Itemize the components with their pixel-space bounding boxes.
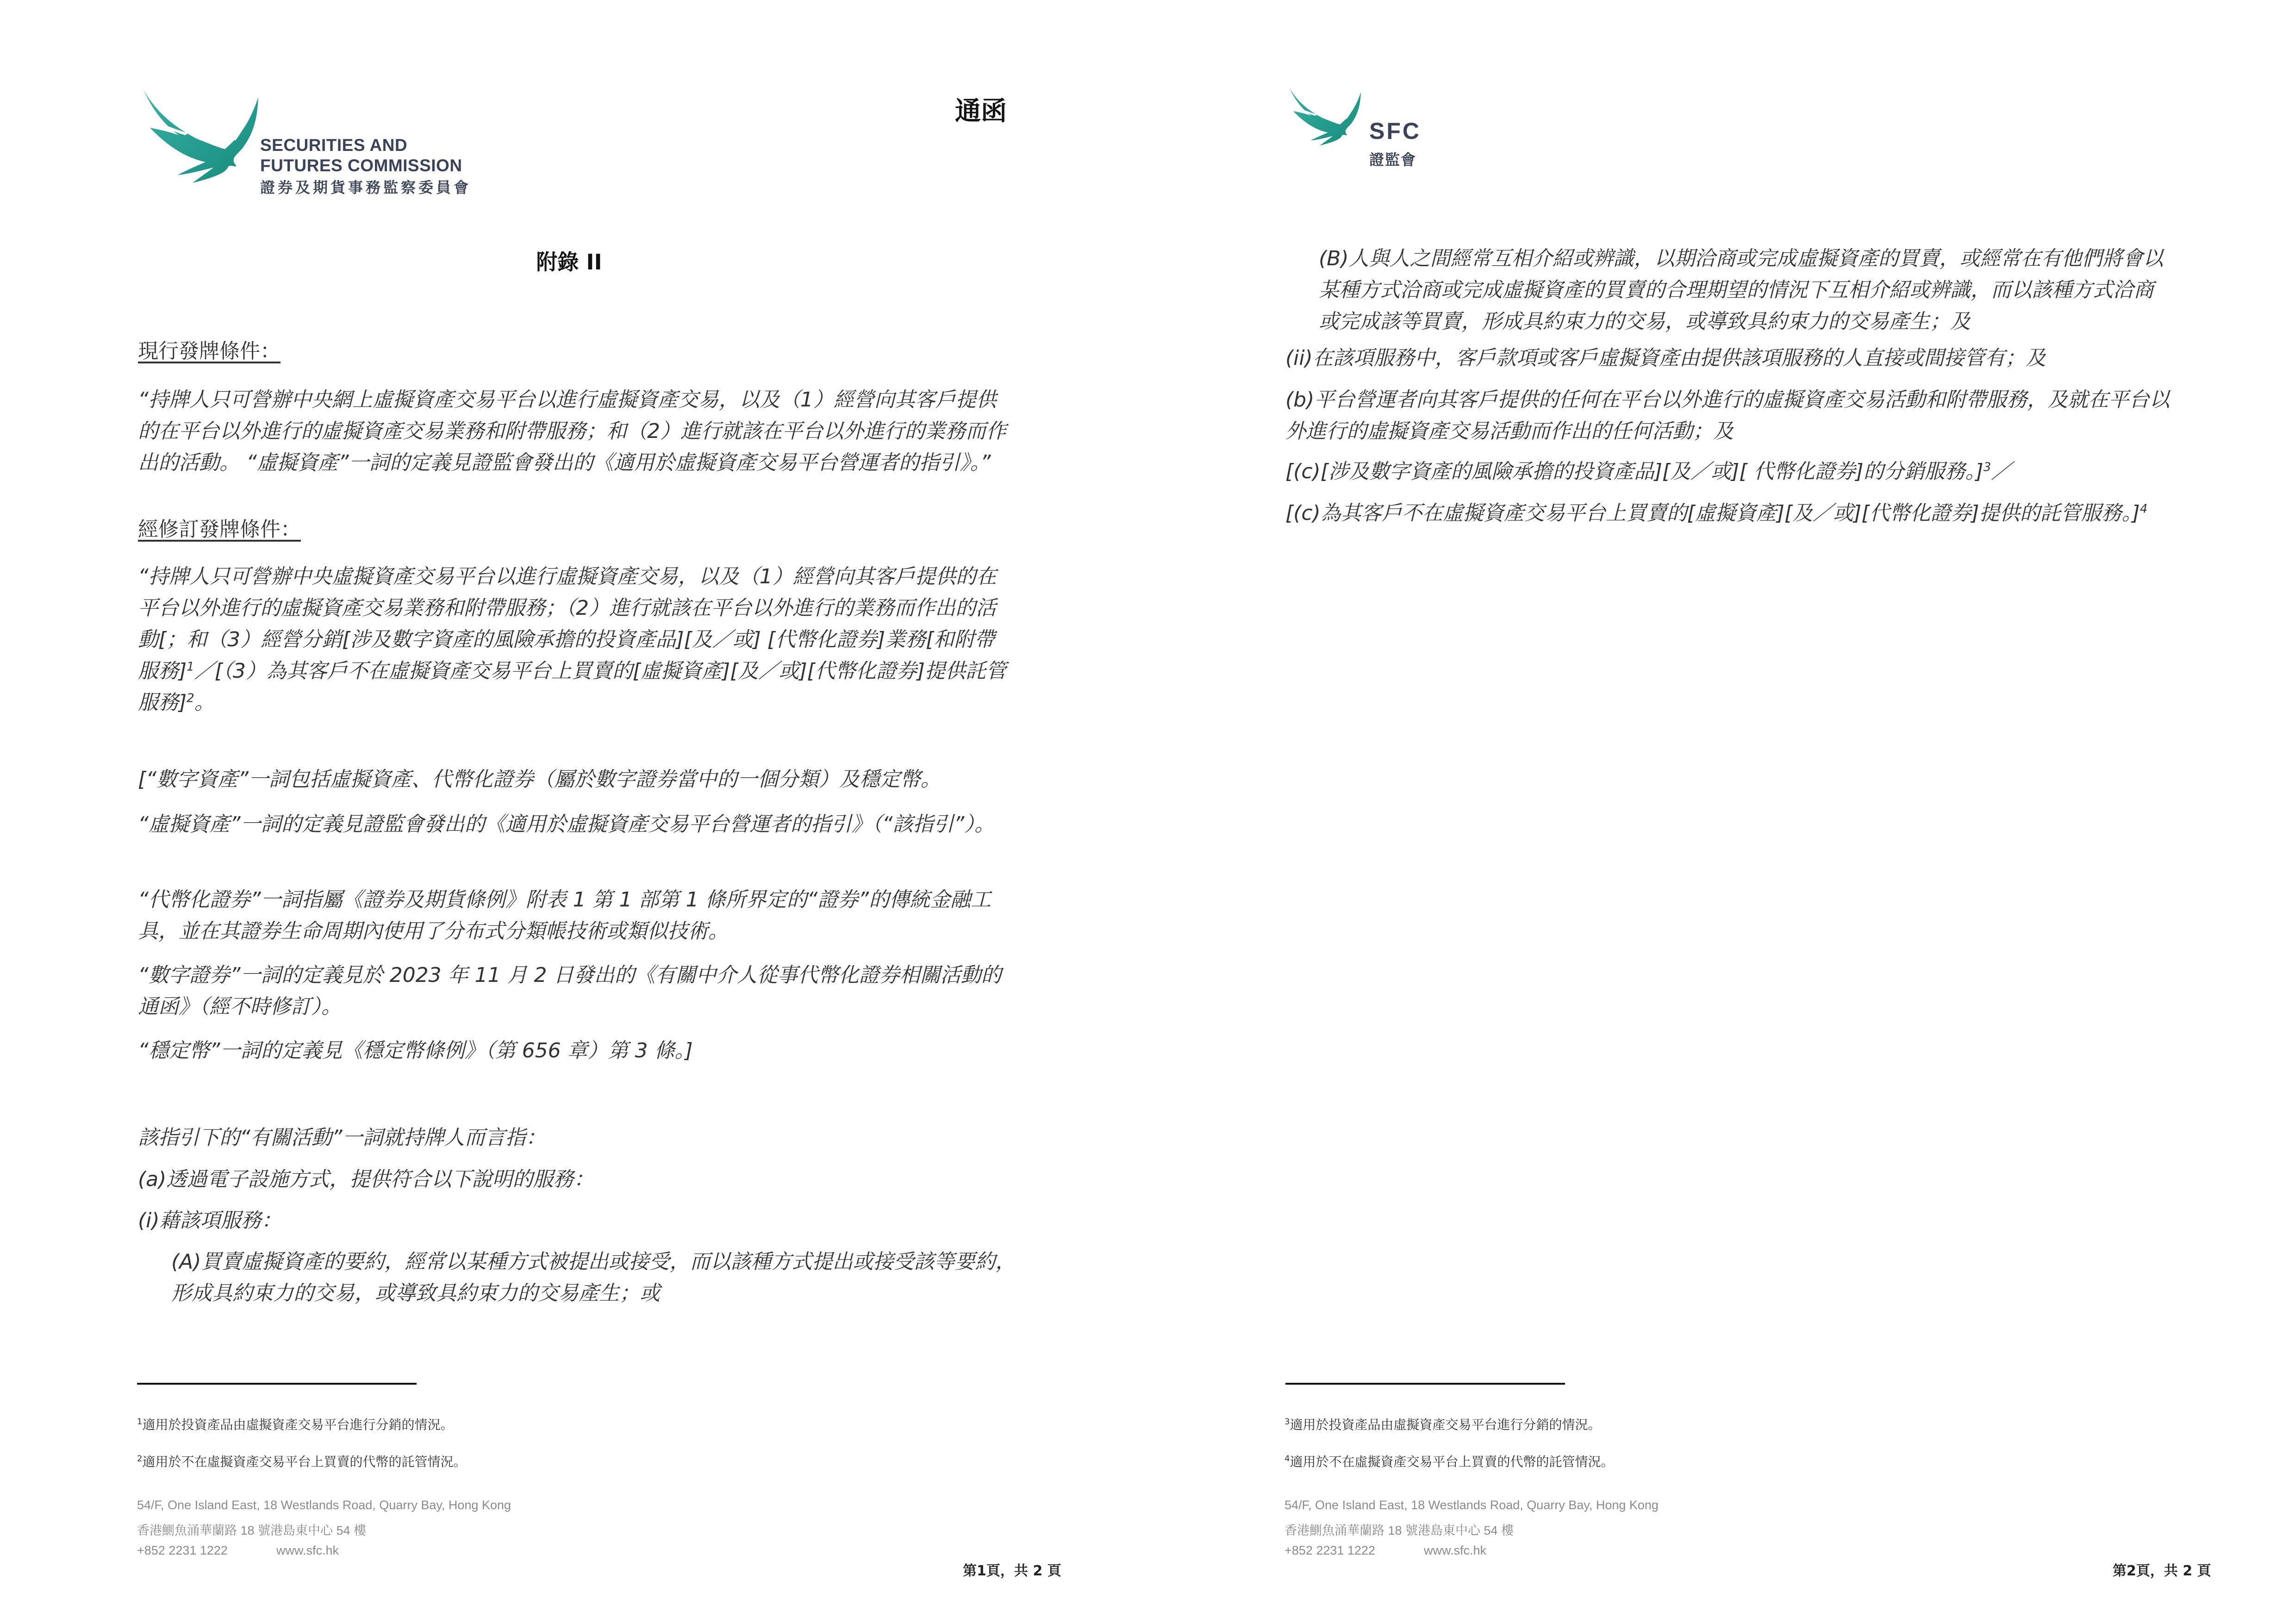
definition-digital-assets: [“數字資產”一詞包括虛擬資產、代幣化證券（屬於數字證券當中的一個分類）及穩定幣。 [138, 768, 941, 791]
definition-virtual-assets: “虛擬資產”一詞的定義見證監會發出的《適用於虛擬資產交易平台營運者的指引》（“該指引”）。 [138, 812, 995, 836]
footnote-divider [1285, 1383, 1565, 1385]
page-number: 第2頁，共 2 頁 [2113, 1563, 2211, 1579]
item-ii: (ii)在該項服務中，客戶款項或客戶虛擬資產由提供該項服務的人直接或間接管有；及 [1285, 346, 2046, 370]
footnote-1 [137, 1415, 453, 1433]
amended-text-part2: ／[（3）為其客戶不在虛擬資產交易平台上買賣的[虛擬資產][及／或][代幣化證券]提供託管服務] [138, 659, 1006, 714]
definition-stablecoins: “穩定幣”一詞的定義見《穩定幣條例》（第 656 章）第 3 條。] [138, 1039, 693, 1062]
eagle-logo-icon [137, 83, 276, 194]
footnote-4-text: 適用於不在虛擬資產交易平台上買賣的代幣的託管情況。 [1290, 1454, 1614, 1469]
page-number: 第1頁，共 2 頁 [963, 1563, 1061, 1579]
current-conditions-heading: 現行發牌條件： [138, 339, 281, 363]
phone-number: +852 2231 1222 [137, 1543, 228, 1557]
contact-line [1285, 1543, 1486, 1558]
org-name-en [260, 135, 462, 176]
footnote-divider [137, 1383, 417, 1385]
item-c-distribution-tail: ／ [1991, 460, 2012, 483]
document-page-2 [1148, 0, 2295, 1624]
address-zh: 香港鰂魚涌華蘭路 18 號港島東中心 54 樓 [137, 1524, 367, 1537]
footnote-ref-3[interactable]: 3 [1983, 460, 1991, 475]
org-name-en-line2: FUTURES COMMISSION [260, 156, 462, 175]
current-conditions-text: “持牌人只可營辦中央網上虛擬資產交易平台以進行虛擬資產交易，以及（1）經營向其客戶提供的在平台以外進行的虛擬資產交易業務和附帶服務；和（2）進行就該在平台以外進行的業務而作出的活動。 “虛擬資產”一詞的定義見證監會發出的《適用於虛擬資產交易平台營運者的指引》。” [138, 388, 1006, 475]
annex-title-text: 附錄 II [536, 250, 602, 275]
footnote-1-text: 適用於投資產品由虛擬資產交易平台進行分銷的情況。 [142, 1417, 454, 1432]
amended-text-part1: “持牌人只可營辦中央虛擬資產交易平台以進行虛擬資產交易，以及（1）經營向其客戶提供的在平台以外進行的虛擬資產交易業務和附帶服務；（2）進行就該在平台以外進行的業務而作出的活動[；和（3）經營分銷[涉及數字資產的風險承擔的投資產品][及／或] [代幣化證券]業務[和附帶服務] [138, 565, 997, 683]
sfc-logo-full [137, 83, 489, 199]
address-en: 54/F, One Island East, 18 Westlands Road, Quarry Bay, Hong Kong [137, 1498, 511, 1512]
definition-tokenised-securities: “代幣化證券”一詞指屬《證券及期貨條例》附表 1 第 1 部第 1 條所界定的“證券”的傳統金融工具，並在其證券生命周期內使用了分布式分類帳技術或類似技術。 [138, 888, 992, 943]
footnote-4 [1285, 1452, 1614, 1470]
address-zh: 香港鰂魚涌華蘭路 18 號港島東中心 54 樓 [1285, 1524, 1514, 1537]
org-name-zh: 證券及期貨事務監察委員會 [260, 179, 472, 196]
amended-text-part3: 。 [194, 691, 215, 714]
footnote-4-number: 4 [1285, 1454, 1290, 1464]
footnote-2-text: 適用於不在虛擬資產交易平台上買賣的代幣的託管情況。 [142, 1454, 467, 1469]
sfc-short-name: SFC [1369, 118, 1421, 144]
footnote-3-text: 適用於投資產品由虛擬資產交易平台進行分銷的情況。 [1290, 1417, 1601, 1432]
footnote-1-number: 1 [137, 1417, 143, 1427]
sfc-logo-short [1285, 83, 1433, 167]
item-a: (a)透過電子設施方式，提供符合以下說明的服務： [138, 1168, 594, 1191]
footnote-2 [137, 1452, 466, 1470]
footnote-ref-1[interactable]: 1 [187, 660, 194, 674]
relevant-activity-intro: 該指引下的“有關活動”一詞就持牌人而言指： [138, 1126, 546, 1149]
item-i: (i)藉該項服務： [138, 1209, 282, 1232]
item-c-custody [1285, 498, 2183, 529]
item-c-distribution [1285, 456, 2183, 487]
item-c-distribution-text: [(c)[涉及數字資產的風險承擔的投資產品][及／或][ 代幣化證券]的分銷服務。] [1285, 460, 1983, 483]
item-b: (b)平台營運者向其客戶提供的任何在平台以外進行的虛擬資產交易活動和附帶服務，及就在平台以外進行的虛擬資產交易活動而作出的任何活動；及 [1285, 388, 2170, 443]
contact-line [137, 1543, 339, 1558]
org-name-en-line1: SECURITIES AND [260, 136, 408, 155]
eagle-logo-icon [1285, 83, 1372, 153]
address-en: 54/F, One Island East, 18 Westlands Road, Quarry Bay, Hong Kong [1285, 1498, 1659, 1512]
footnote-ref-4[interactable]: 4 [2139, 502, 2148, 516]
footnote-3 [1285, 1415, 1601, 1433]
item-A: (A)買賣虛擬資產的要約，經常以某種方式被提出或接受，而以該種方式提出或接受該等要約，形成具約束力的交易，或導致具約束力的交易產生；或 [171, 1250, 1016, 1305]
footnote-3-number: 3 [1285, 1417, 1290, 1427]
phone-number: +852 2231 1222 [1285, 1543, 1375, 1557]
sfc-short-name-zh: 證監會 [1369, 151, 1417, 169]
footnote-2-number: 2 [137, 1454, 143, 1464]
item-c-custody-text: [(c)為其客戶不在虛擬資產交易平台上買賣的[虛擬資產][及／或][代幣化證券]提供的託管服務。] [1285, 501, 2140, 525]
annex-title [0, 245, 1148, 276]
footnote-ref-2[interactable]: 2 [187, 691, 194, 706]
amended-conditions-text [138, 561, 1013, 718]
amended-conditions-heading: 經修訂發牌條件： [138, 518, 301, 541]
item-B: (B)人與人之間經常互相介紹或辨識，以期洽商或完成虛擬資產的買賣，或經常在有他們將會以某種方式洽商或完成虛擬資產的買賣的合理期望的情況下互相介紹或辨識，而以該種方式洽商或完成該等買賣，形成具約束力的交易，或導致具約束力的交易產生；及 [1319, 247, 2164, 333]
document-type-label: 通函 [955, 96, 1007, 126]
website-link[interactable]: www.sfc.hk [1423, 1543, 1487, 1557]
website-link[interactable]: www.sfc.hk [276, 1543, 339, 1557]
definition-digital-securities: “數字證券”一詞的定義見於 2023 年 11 月 2 日發出的《有關中介人從事代幣化證券相關活動的通函》（經不時修訂）。 [138, 963, 1002, 1018]
